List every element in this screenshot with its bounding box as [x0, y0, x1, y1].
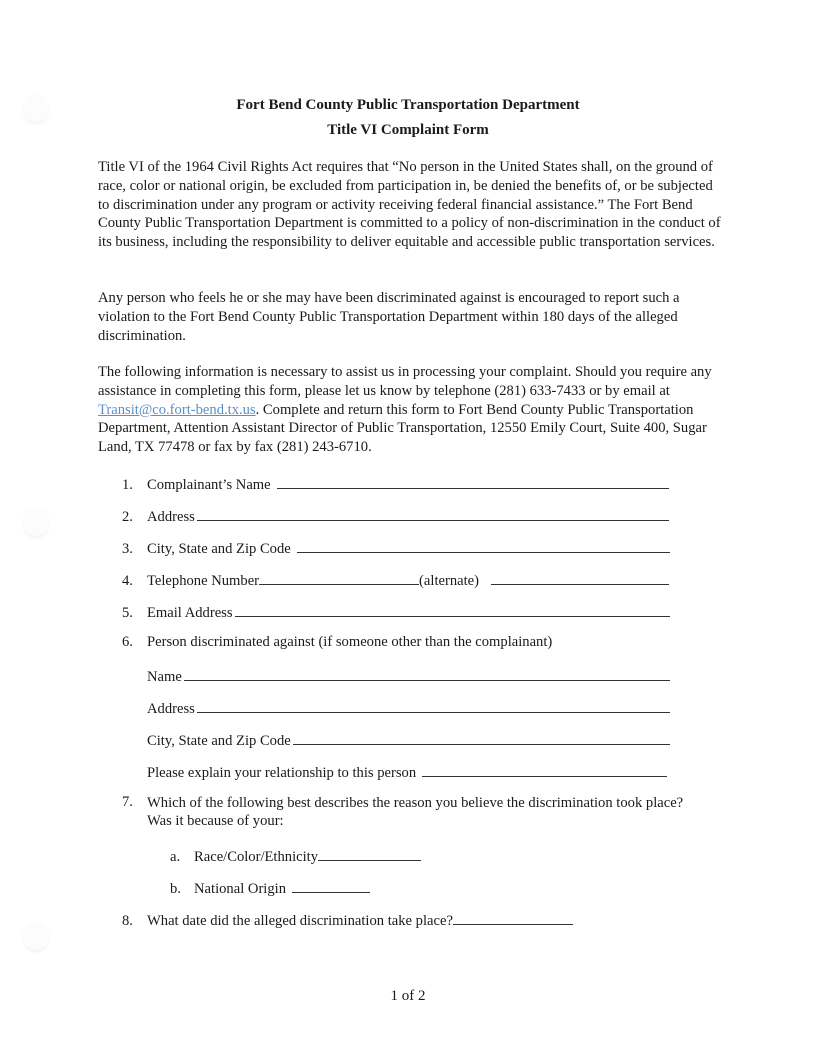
field-label: Name — [147, 669, 182, 685]
field-label: Please explain your relationship to this person — [147, 765, 417, 781]
field-city-state-zip — [122, 538, 670, 558]
telephone-input[interactable] — [259, 570, 419, 585]
field-number: 2. — [122, 509, 133, 525]
field-label: Address — [147, 509, 195, 525]
city-state-zip-input[interactable] — [297, 538, 670, 553]
field-person-discriminated — [122, 634, 682, 654]
field-discrimination-date — [122, 910, 573, 930]
national-origin-input[interactable] — [292, 878, 370, 893]
page-indicator: 1 of 2 — [390, 988, 426, 1004]
field-label: Which of the following best describes the reason you believe the discrimination took place? Was it because of your: — [147, 795, 684, 829]
field-relationship — [147, 762, 667, 782]
report-paragraph: Any person who feels he or she may have been discriminated against is encouraged to report such a violation to the Fort Bend County Public Transportation Department within 180 days of the alleged discrimination. — [98, 290, 680, 344]
instructions-text-2: . Complete and return this form to Fort Bend County Public Transportation Department, Attention Assistant Director of Public Transportation, 12550 Emily Court, Suite 400, Sugar Land, TX 77478 or fax by fax (281) 243-6710. — [98, 401, 707, 456]
option-race-color-ethnicity — [170, 846, 421, 866]
option-letter: a. — [170, 849, 181, 865]
race-color-ethnicity-input[interactable] — [318, 846, 421, 861]
field-other-address — [147, 698, 670, 718]
field-label: Telephone Number — [147, 573, 260, 589]
alternate-label: (alternate) — [419, 573, 479, 589]
other-name-input[interactable] — [184, 666, 670, 681]
field-label: Email Address — [147, 605, 233, 621]
field-label: City, State and Zip Code — [147, 541, 291, 557]
email-input[interactable] — [235, 602, 670, 617]
option-national-origin — [170, 878, 370, 898]
email-link[interactable]: Transit@co.fort-bend.tx.us — [98, 401, 256, 418]
address-input[interactable] — [197, 506, 669, 521]
punch-hole-bottom — [22, 922, 50, 950]
field-discrimination-reason — [122, 794, 692, 834]
field-label: Address — [147, 701, 195, 717]
field-label: What date did the alleged discrimination take place? — [147, 913, 453, 929]
field-other-city-state-zip — [147, 730, 670, 750]
field-number: 5. — [122, 605, 133, 621]
field-other-name — [147, 666, 670, 686]
field-label: Person discriminated against (if someone other than the complainant) — [147, 634, 553, 650]
organization-title: Fort Bend County Public Transportation Department — [236, 97, 580, 113]
field-number: 1. — [122, 477, 133, 493]
form-title: Title VI Complaint Form — [327, 122, 489, 138]
field-number: 3. — [122, 541, 133, 557]
option-label: National Origin — [194, 881, 287, 897]
alternate-telephone-input[interactable] — [491, 570, 669, 585]
field-label: Complainant’s Name — [147, 477, 271, 493]
field-label: City, State and Zip Code — [147, 733, 291, 749]
field-address — [122, 506, 669, 526]
option-label: Race/Color/Ethnicity — [194, 849, 319, 865]
field-number: 4. — [122, 573, 133, 589]
field-number: 8. — [122, 913, 133, 929]
other-address-input[interactable] — [197, 698, 670, 713]
instructions-text-1: The following information is necessary to assist us in processing your complaint. Should you require any assistance in completing this form, please let us know by telephone (281) 633-7433 or by email at — [98, 364, 712, 399]
document-header — [0, 95, 816, 145]
discrimination-date-input[interactable] — [453, 910, 573, 925]
relationship-input[interactable] — [422, 762, 667, 777]
punch-hole-middle — [22, 508, 50, 536]
field-email — [122, 602, 670, 622]
intro-paragraph: Title VI of the 1964 Civil Rights Act requires that “No person in the United States shall, on the ground of race, color or national origin, be excluded from participation in, be denied the benefits of, or be subjected to discrimination under any program or activity receiving federal financial assistance.” The Fort Bend County Public Transportation Department is committed to a policy of non-discrimination in the conduct of its business, including the responsibility to deliver equitable and accessible public transportation services. — [98, 159, 721, 251]
other-city-state-zip-input[interactable] — [293, 730, 670, 745]
option-letter: b. — [170, 881, 181, 897]
instructions-paragraph — [98, 363, 723, 457]
field-telephone — [122, 570, 669, 590]
complainant-name-input[interactable] — [277, 474, 669, 489]
field-number: 6. — [122, 634, 133, 650]
field-number: 7. — [122, 794, 133, 810]
field-complainant-name — [122, 474, 669, 494]
